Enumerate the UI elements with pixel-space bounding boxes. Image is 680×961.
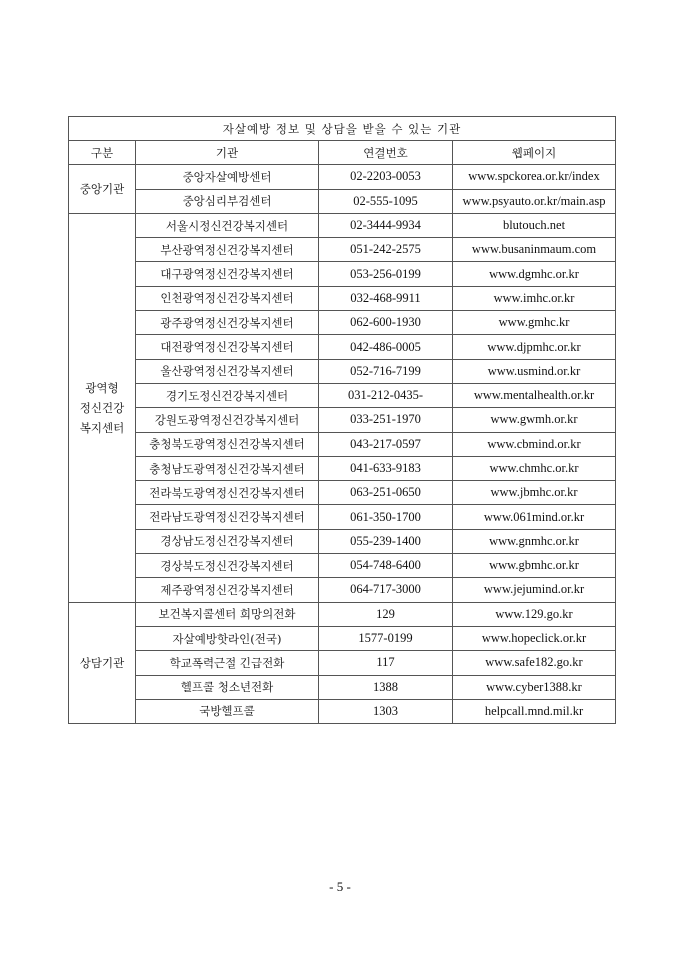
phone-cell: 054-748-6400 [319,554,453,578]
phone-cell: 02-3444-9934 [319,213,453,237]
table-body [69,165,616,724]
table-row [69,408,616,432]
table-row [69,699,616,723]
institution-cell: 충청남도광역정신건강복지센터 [136,456,319,480]
phone-cell: 061-350-1700 [319,505,453,529]
phone-cell: 052-716-7199 [319,359,453,383]
table-row [69,554,616,578]
website-cell: www.usmind.or.kr [453,359,616,383]
phone-cell: 129 [319,602,453,626]
website-cell: www.129.go.kr [453,602,616,626]
table-row [69,432,616,456]
website-cell: www.gmhc.kr [453,311,616,335]
header-row [69,141,616,165]
institution-table [68,116,616,724]
website-cell: www.mentalhealth.or.kr [453,383,616,407]
phone-cell: 043-217-0597 [319,432,453,456]
website-cell: www.spckorea.or.kr/index [453,165,616,189]
category-cell: 상담기관 [69,602,136,723]
phone-cell: 1303 [319,699,453,723]
table-row [69,626,616,650]
table-row [69,286,616,310]
table-row [69,675,616,699]
institution-cell: 자살예방핫라인(전국) [136,626,319,650]
institution-cell: 대전광역정신건강복지센터 [136,335,319,359]
institution-cell: 경상남도정신건강복지센터 [136,529,319,553]
table-row [69,213,616,237]
website-cell: www.chmhc.or.kr [453,456,616,480]
phone-cell: 02-2203-0053 [319,165,453,189]
phone-cell: 042-486-0005 [319,335,453,359]
table-row [69,311,616,335]
institution-cell: 헬프콜 청소년전화 [136,675,319,699]
institution-cell: 보건복지콜센터 희망의전화 [136,602,319,626]
website-cell: www.psyauto.or.kr/main.asp [453,189,616,213]
institution-cell: 경기도정신건강복지센터 [136,383,319,407]
website-cell: www.061mind.or.kr [453,505,616,529]
header-phone: 연결번호 [319,141,453,165]
table-row [69,651,616,675]
institution-cell: 인천광역정신건강복지센터 [136,286,319,310]
institution-cell: 서울시정신건강복지센터 [136,213,319,237]
institution-cell: 부산광역정신건강복지센터 [136,238,319,262]
phone-cell: 1388 [319,675,453,699]
table-row [69,359,616,383]
table-row [69,602,616,626]
table-row [69,529,616,553]
table-row [69,335,616,359]
table-row [69,383,616,407]
phone-cell: 062-600-1930 [319,311,453,335]
phone-cell: 064-717-3000 [319,578,453,602]
institution-cell: 중앙심리부검센터 [136,189,319,213]
phone-cell: 033-251-1970 [319,408,453,432]
website-cell: www.jejumind.or.kr [453,578,616,602]
website-cell: www.jbmhc.or.kr [453,481,616,505]
table-row [69,238,616,262]
website-cell: www.gwmh.or.kr [453,408,616,432]
phone-cell: 053-256-0199 [319,262,453,286]
phone-cell: 063-251-0650 [319,481,453,505]
table-row [69,481,616,505]
institution-cell: 강원도광역정신건강복지센터 [136,408,319,432]
table-row [69,262,616,286]
website-cell: www.cyber1388.kr [453,675,616,699]
header-institution: 기관 [136,141,319,165]
website-cell: www.imhc.or.kr [453,286,616,310]
website-cell: www.hopeclick.or.kr [453,626,616,650]
table-row [69,578,616,602]
page-number: - 5 - [329,879,351,894]
website-cell: blutouch.net [453,213,616,237]
phone-cell: 032-468-9911 [319,286,453,310]
phone-cell: 051-242-2575 [319,238,453,262]
institution-cell: 국방헬프콜 [136,699,319,723]
phone-cell: 117 [319,651,453,675]
website-cell: www.gnmhc.or.kr [453,529,616,553]
institution-cell: 전라북도광역정신건강복지센터 [136,481,319,505]
table-row [69,505,616,529]
phone-cell: 1577-0199 [319,626,453,650]
category-cell: 중앙기관 [69,165,136,214]
institution-cell: 경상북도정신건강복지센터 [136,554,319,578]
website-cell: www.dgmhc.or.kr [453,262,616,286]
website-cell: www.busaninmaum.com [453,238,616,262]
institution-cell: 충청북도광역정신건강복지센터 [136,432,319,456]
institution-cell: 학교폭력근절 긴급전화 [136,651,319,675]
website-cell: helpcall.mnd.mil.kr [453,699,616,723]
table-row [69,165,616,189]
phone-cell: 031-212-0435- [319,383,453,407]
table-row [69,189,616,213]
institution-cell: 제주광역정신건강복지센터 [136,578,319,602]
institution-cell: 전라남도광역정신건강복지센터 [136,505,319,529]
phone-cell: 055-239-1400 [319,529,453,553]
table-title: 자살예방 정보 및 상담을 받을 수 있는 기관 [69,117,616,141]
institution-cell: 대구광역정신건강복지센터 [136,262,319,286]
website-cell: www.gbmhc.or.kr [453,554,616,578]
phone-cell: 02-555-1095 [319,189,453,213]
website-cell: www.djpmhc.or.kr [453,335,616,359]
header-website: 웹페이지 [453,141,616,165]
institution-cell: 중앙자살예방센터 [136,165,319,189]
institution-cell: 광주광역정신건강복지센터 [136,311,319,335]
table-row [69,456,616,480]
category-cell: 광역형 정신건강 복지센터 [69,213,136,602]
website-cell: www.cbmind.or.kr [453,432,616,456]
header-category: 구분 [69,141,136,165]
phone-cell: 041-633-9183 [319,456,453,480]
institution-cell: 울산광역정신건강복지센터 [136,359,319,383]
website-cell: www.safe182.go.kr [453,651,616,675]
